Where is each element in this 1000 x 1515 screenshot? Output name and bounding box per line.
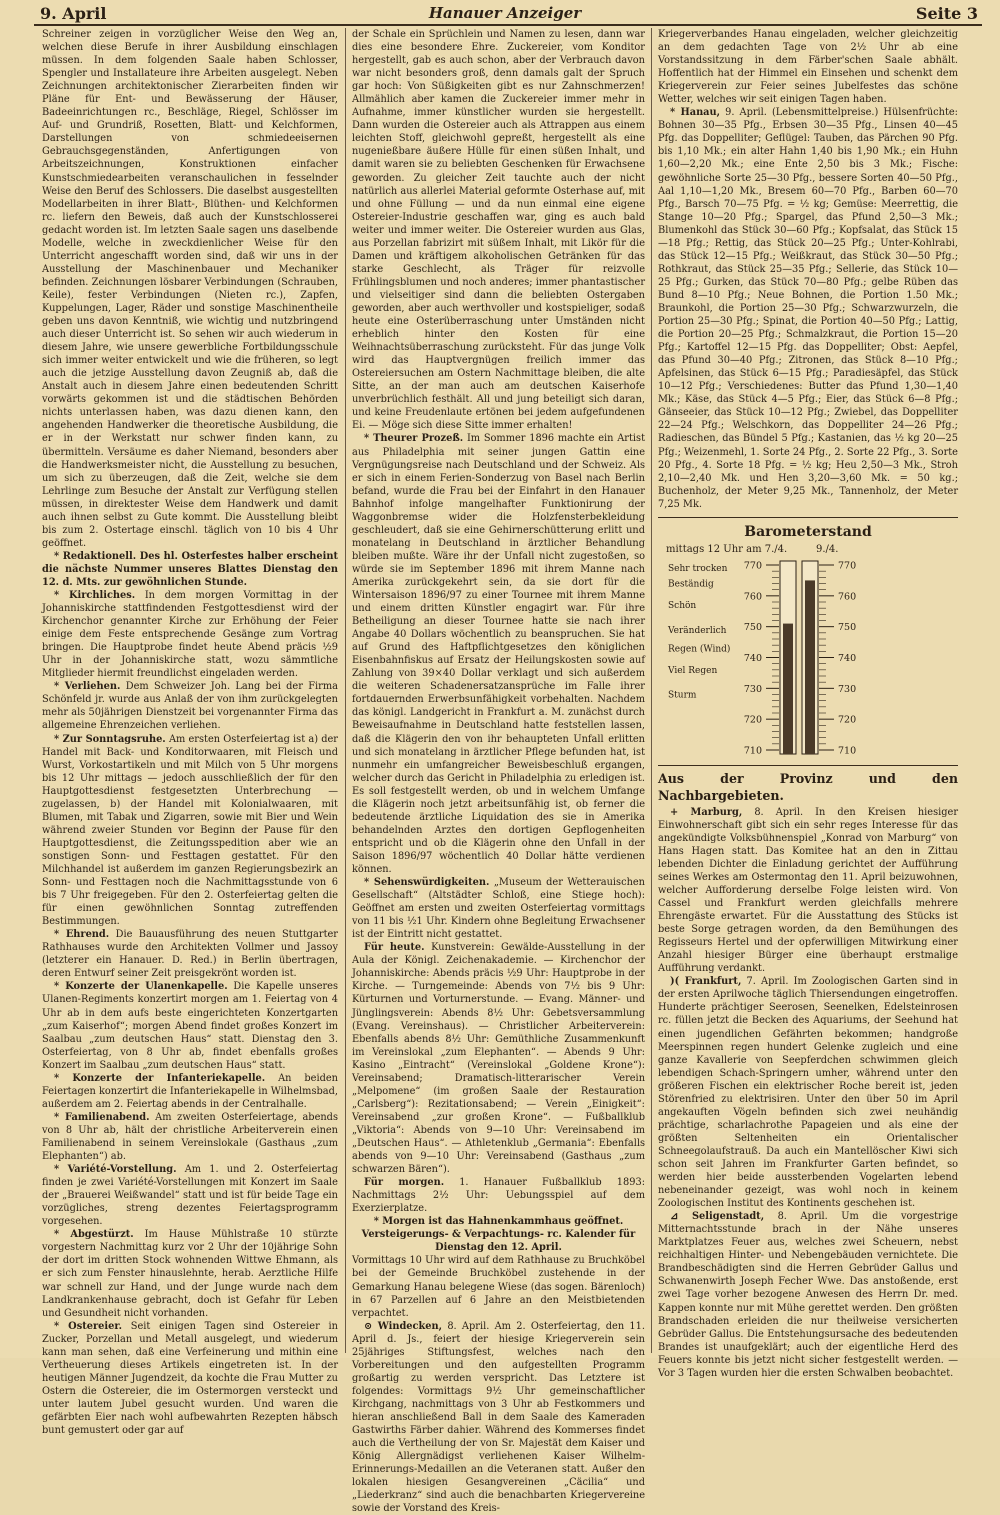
column-divider — [345, 28, 346, 1353]
article-heading: * Zur Sonntagsruhe. — [54, 733, 166, 745]
column-1 — [42, 28, 338, 1437]
article-heading: * Abgestürzt. — [54, 1229, 134, 1241]
article-paragraph — [42, 680, 338, 732]
scale-label-left: 740 — [743, 652, 762, 664]
article-paragraph — [42, 980, 338, 1071]
scale-label-right: 750 — [838, 621, 857, 633]
article-text: In dem morgen Vormittag in der Johanniskirche stattfindenden Festgottesdienst wird der Kirchenchor genannter Kirche zur Erhöhung der Feier einige dem Feste entsprechende Gesänge zum Vortrag bringen. Die Hauptprobe findet heute Abend präcis ½9 Uhr in der Johanniskirche statt, wozu sämmtliche Mitglieder hiermit freundlichst eingeladen werden. — [42, 590, 338, 680]
article-heading: * Variété-Vorstellung. — [54, 1164, 177, 1176]
article-text: Vormittags 10 Uhr wird auf dem Rathhause zu Bruchköbel bei der Gemeinde Bruchköbel zustehende in der Gemarkung Hanau belegene Wiese (das sogen. Bärenloch) in 67 Parzellen auf 6 Jahre an den Meistbietenden verpachtet. — [352, 1255, 645, 1319]
article-text: der Schale ein Sprüchlein und Namen zu lesen, dann war dies eine besondere Ehre. Zuckereier, vom Konditor hergestellt, gab es auch schon, aber der Verbrauch davon war nicht besonders groß, denn damals galt der Spruch gar hoch: Von Süßigkeiten gibt es nur Zahnschmerzen! Allmählich aber kamen die Zuckereier immer mehr in Aufnahme, immer künstlicher wurden sie hergestellt. Dann wurden die Ostereier auch als Attrappen aus einem leichten Stoff, gleichwohl gepreßt, hergestellt als eine nugenießbare äußere Hülle für einen süßen Inhalt, und damit waren sie zu beliebten Geschenken für Erwachsene geworden. Zu gleicher Zeit tauchte auch der nicht natürlich aus allerlei Material geformte Osterhase auf, mit und ohne Füllung — und da nun einmal eine eigene Ostereier-Industrie geschaffen war, ging es auch bald weiter und immer weiter. Die Ostereier wurden aus Glas, aus Porzellan fabrizirt mit süßem Inhalt, mit Likör für die Damen und kräftigem alkoholischen Getränken für das starke Geschlecht, als Träger für reizvolle Frühlingsblumen und noch anderes; immer phantastischer und vielseitiger sind dann die beliebten Ostergaben geworden, aber auch werthvoller und kostspieliger, sodaß heute eine Osterüberraschung unter Umständen nicht erheblich hinter den Kosten für eine Weihnachtsüberraschung zurücksteht. Für das junge Volk wird das Hauptvergnügen freilich immer das Ostereiersuchen am Ostern Nachmittage bleiben, die alte Sitte, an der man auch am deutschen Kaiserhofe unverbrüchlich festhält. All und jung beteiligt sich daran, und keine Freudenlaute ertönen bei jedem aufgefundenen Ei. — Möge sich diese Sitte immer erhalten! — [352, 29, 645, 432]
article-paragraph — [42, 1320, 338, 1437]
mercury-9-4 — [805, 580, 815, 754]
page-number: Seite 3 — [915, 4, 978, 23]
article-text: Im Sommer 1896 machte ein Artist aus Philadelphia mit seiner jungen Gattin eine Vergnügungsreise nach Deutschland und der Schweiz. Als er sich in einem Ferien-Sonderzug von Basel nach Berlin befand, wurde die Frau bei der Einfahrt in den Hanauer Bahnhof infolge mangelhafter Funktionirung der Waggonbremse wider die Holzfensterbekleidung geschleudert, daß sie eine Gehirnerschütterung erlitt und monatelang in Deutschland in ärztlicher Behandlung bleiben mußte. Wäre ihr der Unfall nicht zugestoßen, so würde sie im September 1896 mit ihrem Manne nach Amerika zurückgekehrt sein, da sie dort für die Wintersaison 1896/97 zu einer Tournee mit ihrem Manne und einem dritten Künstler engagirt war. Für ihre Betheiligung an dieser Tournee hatte sie nach ihrer Angabe 40 Dollars wöchentlich zu beanspruchen. Sie hat auf Grund des Haftpflichtgesetzes den königlichen Eisenbahnfiskus auf Ersatz der Heilungskosten sowie auf Zahlung von 39×40 Dollar verklagt und sich außerdem die weiteren Schadenersatzansprüche im Falle ihrer fortdauernden Erwerbsunfähigkeit vorbehalten. Nachdem das königl. Landgericht in Frankfurt a. M. zunächst durch Beweisaufnahme in Deutschland hatte feststellen lassen, daß die Klägerin den von ihr behaupteten Unfall erlitten und sich monatelang in ärztlicher Pflege befunden hat, ist nunmehr ein umfangreicher Beweisbeschluß ergangen, welcher durch das Gericht in Philadelphia zu erledigen ist. Es soll festgestellt werden, ob und in welchem Umfange die Klägerin noch jetzt arbeitsunfähig ist, ob ferner die bedeutende ärztliche Liquidation des sie in Amerika behandelnden Arztes den dortigen Gepflogenheiten entspricht und ob die Klägerin ohne den Unfall in der Saison 1896/97 wöchentlich 40 Dollar hätte verdienen können. — [352, 433, 646, 875]
article-paragraph — [352, 28, 645, 432]
article-heading: * Verliehen. — [54, 681, 121, 693]
article-text: Die Bauausführung des neuen Stuttgarter Rathhauses wurde den Architekten Vollmer und Jassoy (letzterer ein Hanauer. D. Red.) in Berlin übertragen, deren Entwurf seiner Zeit preisgekrönt worden ist. — [42, 929, 338, 980]
masthead: Hanauer Anzeiger — [428, 4, 582, 22]
column-divider — [651, 28, 652, 1353]
article-paragraph — [42, 1228, 338, 1319]
article-text: Am 1. und 2. Osterfeiertag finden je zwei Variété-Vorstellungen mit Konzert im Saale der „Brauerei Weißwandel“ statt und ist für beide Tage ein vorzügliches, streng dezentes Feiertagsprogramm vorgesehen. — [42, 1164, 338, 1228]
article-text: 8. April. Um die vorgestrige Mitternachtsstunde brach in der Nähe unseres Marktplatzes Feuer aus, welches zwei Scheuern, nebst reichhaltigen Hinter- und Nebengebäuden vernichtete. Die Brandbeschädigten sind die Herren Gebrüder Gallus und Schwanenwirth Joseph Fecher Wwe. Das anstoßende, erst zwei Tage vorher bezogene Anwesen des Herrn Dr. med. Kappen konnte nur mit Mühe gerettet werden. Den größten Brandschaden erleiden die nur theilweise versicherten Gebrüder Gallus. Die Entstehungsursache des bedeutenden Brandes ist unaufgeklärt; auch der eigentliche Herd des Feuers konnte bis jetzt nicht sicher festgestellt werden. — Vor 3 Tagen wurden hier die ersten Schwalben beobachtet. — [658, 1211, 958, 1379]
article-text: Am zweiten Osterfeiertage, abends von 8 Uhr ab, hält der christliche Arbeiterverein einen Familienabend in seinem Vereinslokale (Gasthaus „zum Elephanten“) ab. — [42, 1111, 338, 1163]
article-text: Schreiner zeigen in vorzüglicher Weise den Weg an, welchen diese Berufe in ihrer Ausbildung einschlagen müssen. In dem folgenden Saale haben Schlosser, Spengler und Installateure ihre Arbeiten ausgelegt. Neben Zeichnungen architektonischer Zierarbeiten finden wir Pläne für Ent- und Bewässerung der Häuser, Badeeinrichtungen rc., Beschläge, Riegel, Schlösser im Auf- und Grundriß, Rosetten, Blatt- und Kelchformen, Darstellungen von schmiedeeisernen Gebrauchsgegenständen, Anfertigungen von Arbeitszeichnungen, Konstruktionen einfacher Kunstschmiedearbeiten veranschaulichen in fesselnder Weise den Beruf des Schlossers. Die daselbst ausgestellten Modellarbeiten in ihrer Blatt-, Blüthen- und Kelchformen rc. liefern den Beweis, daß auch der Kunstschlosserei gedacht worden ist. Im letzten Saale sagen uns daselbende Modelle, welche in zweckdienlicher Weise für den Unterricht angeschafft worden sind, daß wir uns in der Ausstellung der Maschinenbauer und Mechaniker befinden. Zeichnungen lösbarer Verbindungen (Schrauben, Keile), fester Verbindungen (Nieten rc.), Zapfen, Kuppelungen, Lager, Räder und sonstige Maschinentheile geben uns davon Kenntniß, wie wichtig und nutzbringend auch dieser Unterricht ist. So sehen wir auch wiederum in diesem Jahre, wie unsere gewerbliche Fortbildungsschule sich immer weiter entwickelt und wie die früheren, so legt auch die jetzige Ausstellung davon Zeugniß ab, daß die Anstalt auch in diesem Jahre einen bedeutenden Schritt vorwärts gekommen ist und die städtischen Behörden nichts unterlassen haben, was dazu dienen kann, den angehenden Handwerker die theoretische Ausbildung, die er in der Werkstatt nur schwer finden kann, zu übermitteln. Versäume es daher Niemand, besonders aber die Handwerksmeister nicht, die Ausstellung zu besuchen, um sich zu überzeugen, daß die Zeit, welche sie dem Lehrlinge zum Besuche der Anstalt zur Verfügung stellen müssen, in direktester Weise dem Handwerk und damit auch ihnen selbst zu Gute kommt. Die Ausstellung bleibt bis zum 2. Ostertage einschl. täglich von 10 bis 4 Uhr geöffnet. — [42, 29, 338, 549]
article-text: Seit einigen Tagen sind Ostereier in Zucker, Porzellan und Metall ausgelegt, und wiederum kann man sehen, daß eine Verfeinerung und mithin eine Vertheuerung dieses Artikels eingetreten ist. In der heutigen Männer Jugendzeit, da kochte die Frau Mutter zu Ostern die Ostereier, die im Ostermorgen versteckt und unter lautem Jubel gesucht wurden. Und waren die gefärbten Eier nach wohl aufbewahrten Rezepten häbsch bunt gemustert oder gar auf — [42, 1320, 338, 1437]
article-heading: )( Frankfurt, — [670, 976, 742, 988]
header-rule — [34, 24, 982, 26]
article-paragraph — [42, 928, 338, 980]
column-2 — [352, 28, 646, 1515]
scale-label-left: 770 — [743, 560, 762, 572]
weather-label: Veränderlich — [668, 625, 727, 636]
article-paragraph — [658, 1210, 958, 1380]
barometer-date-right: 9./4. — [816, 543, 839, 555]
article-text: Am ersten Osterfeiertag ist a) der Handel mit Back- und Konditorwaaren, mit Fleisch und Wurst, Vorkostartikeln und mit Milch von 5 Uhr morgens bis 12 Uhr mittags — jedoch ausschließlich der für den Hauptgottesdienst festgesetzten Unterbrechung — zugelassen, b) der Handel mit Kolonialwaaren, mit Blumen, mit Tabak und Zigarren, sowie mit Bier und Wein während zweier Stunden vor Beginn der Pause für den Hauptgottesdienst, die Zeitungsspedition aber wie an sonstigen Sonn- und Festtagen gestattet. Für den Milchhandel ist außerdem im ganzen Regierungsbezirk an Sonn- und Festtagen noch die Nachmittagsstunde von 6 bis 7 Uhr freigegeben. Für den 2. Osterfeiertag gelten die für einen gewöhnlichen Sonntag zutreffenden Bestimmungen. — [42, 733, 338, 928]
article-text: Kunstverein: Gewälde-Ausstellung in der Aula der Königl. Zeichenakademie. — Kirchenchor der Johanniskirche: Abends präcis ½9 Uhr: Hauptprobe in der Kirche. — Turngemeinde: Abends von 7½ bis 9 Uhr: Kürturnen und Vorturnerstunde. — Evang. Männer- und Jünglingsverein: Abends 8½ Uhr: Gebetsversammlung (Evang. Vereinshaus). — Christlicher Arbeiterverein: Ebenfalls abends 8½ Uhr: Gemüthliche Zusammenkunft im Vereinslokal „zum Elephanten“. — Abends 9 Uhr: Kasino „Eintracht“ (Vereinslokal „Goldene Krone“): Vereinsabend; Dramatisch-litterarischer Verein „Melpomene“ (im großen Saale der Restauration „Carlsberg“): Rezitationsabend; — Verein „Einigkeit“: Vereinsabend „zur großen Krone“. — Fußballklub „Viktoria“: Abends von 9—10 Uhr: Vereinsabend im „Deutschen Haus“. — Athletenklub „Germania“: Ebenfalls abends von 9—10 Uhr: Vereinsabend (Gasthaus „zum schwarzen Bären“). — [352, 942, 645, 1176]
weather-label: Schön — [668, 600, 697, 611]
weather-label: Sturm — [668, 690, 697, 701]
article-text: 9. April. (Lebensmittelpreise.) Hülsenfrüchte: Bohnen 30—35 Pfg., Erbsen 30—35 Pfg., Linsen 40—45 Pfg. das Doppelliter; Geflügel: Tauben, das Pärchen 90 Pfg. bis 1,10 Mk.; ein alter Hahn 1,40 bis 1,90 Mk.; ein Huhn 1,60—2,20 Mk.; eine Ente 2,50 bis 3 Mk.; Fische: gewöhnliche Sorte 25—30 Pfg., bessere Sorten 40—50 Pfg., Aal 1,10—1,20 Mk., Bresem 60—70 Pfg., Barben 60—70 Pfg., Barsch 70—75 Pfg. = ½ kg; Gemüse: Meerrettig, die Stange 10—20 Pfg.; Spargel, das Pfund 2,50—3 Mk.; Blumenkohl das Stück 30—60 Pfg.; Kopfsalat, das Stück 15—18 Pfg.; Rettig, das Stück 20—25 Pfg.; Unter-Kohlrabi, das Stück 12—15 Pfg.; Weißkraut, das Stück 30—50 Pfg.; Rothkraut, das Stück 25—35 Pfg.; Sellerie, das Stück 10—25 Pfg.; Gurken, das Stück 70—80 Pfg.; gelbe Rüben das Bund 8—10 Pfg.; Neue Bohnen, die Portion 1.50 Mk.; Braunkohl, die Portion 25—30 Pfg.; Schwarzwurzeln, die Portion 25—30 Pfg.; Spinat, die Portion 40—50 Pfg.; Lattig, die Portion 20—25 Pfg.; Schmalzkraut, die Portion 15—20 Pfg.; Kartoffel 12—15 Pfg. das Doppelliter; Obst: Aepfel, das Pfund 30—40 Pfg.; Zitronen, das Stück 8—10 Pfg.; Apfelsinen, das Stück 6—15 Pfg.; Paradiesäpfel, das Stück 10—12 Pfg.; Verschiedenes: Butter das Pfund 1,30—1,40 Mk.; Käse, das Stück 4—5 Pfg.; Eier, das Stück 6—8 Pfg.; Gänseeier, das Stück 10—12 Pfg.; Zwiebel, das Doppelliter 22—24 Pfg.; Welschkorn, das Doppelliter 24—26 Pfg.; Radieschen, das Bündel 5 Pfg.; Kastanien, das ½ kg 20—25 Pfg.; Weizenmehl, 1. Sorte 24 Pfg., 2. Sorte 22 Pfg., 3. Sorte 20 Pfg., 4. Sorte 18 Pfg. = ½ kg; Heu 2,50—3 Mk., Stroh 2,10—2,40 Mk. und Hen 3,20—3,60 Mk. = 50 kg.; Buchenholz, der Meter 9,25 Mk., Tannenholz, der Meter 7,25 Mk. — [658, 107, 958, 510]
article-paragraph — [658, 975, 958, 1210]
article-paragraph — [42, 28, 338, 550]
scale-label-left: 760 — [743, 591, 762, 603]
scale-label-right: 710 — [838, 745, 857, 757]
article-paragraph — [352, 876, 645, 941]
barometer-box — [658, 517, 958, 766]
article-heading: * Konzerte der Ulanenkapelle. — [54, 981, 228, 993]
article-paragraph — [658, 806, 958, 976]
centered-heading: * Morgen ist das Hahnenkammhaus geöffnet. — [373, 1216, 624, 1228]
weather-label: Beständig — [668, 579, 714, 590]
page-header — [0, 0, 1000, 24]
article-paragraph — [352, 941, 645, 1176]
scale-label-left: 730 — [743, 683, 762, 695]
scale-label-right: 720 — [838, 714, 857, 726]
scale-label-left: 750 — [743, 621, 762, 633]
barometer-title: Barometerstand — [744, 523, 872, 540]
scale-label-left: 710 — [743, 745, 762, 757]
weather-label: Regen (Wind) — [668, 643, 731, 654]
article-heading: * Theurer Prozeß. — [364, 433, 464, 445]
barometer-chart — [658, 518, 958, 765]
weather-label: Sehr trocken — [668, 563, 728, 574]
article-paragraph — [352, 1320, 645, 1515]
article-heading: * Kirchliches. — [54, 590, 136, 602]
article-paragraph — [352, 1176, 645, 1215]
article-paragraph — [42, 733, 338, 929]
article-heading: ⊙ Windecken, — [364, 1320, 443, 1332]
scale-label-right: 740 — [838, 652, 857, 664]
section-heading: Aus der Provinz und den Nachbargebieten. — [658, 770, 958, 803]
article-heading: ⊿ Seligenstadt, — [670, 1211, 765, 1223]
scale-label-right: 730 — [838, 683, 857, 695]
article-paragraph — [42, 1163, 338, 1228]
editorial-notice: * Redaktionell. Des hl. Osterfestes halber erscheint die nächste Nummer unseres Blattes Dienstag den 12. d. Mts. zur gewöhnlichen Stunde. — [42, 550, 338, 588]
article-text: 8. April. Am 2. Osterfeiertag, den 11. April d. Js., feiert der hiesige Kriegerverein sein 25jähriges Stiftungsfest, welches nach den Vorbereitungen und den aufgestellten Programm großartig zu werden verspricht. Das Letztere ist folgendes: Vormittags 9½ Uhr gemeinschaftlicher Kirchgang, nachmittags von 3 Uhr ab Festkommers und hieran anschließend Ball in dem Saale des Kameraden Gastwirths Färber dahier. Während des Kommerses findet auch die Vertheilung der von Sr. Majestät dem Kaiser und König Allergnädigst verliehenen Kaiser Wilhelm-Erinnerungs-Medaillen an die Veteranen statt. Außer den lokalen hiesigen Gesangvereinen „Cäcilia“ und „Liederkranz“ sind auch die benachbarten Kriegervereine sowie der Vorstand des Kreis- — [352, 1320, 645, 1515]
scale-label-right: 770 — [838, 560, 857, 572]
article-paragraph — [352, 1254, 645, 1319]
article-paragraph — [42, 589, 338, 680]
scale-label-right: 760 — [838, 591, 857, 603]
article-text: Kriegerverbandes Hanau eingeladen, welcher gleichzeitig an dem gedachten Tage von 2½ Uhr ab eine Vorstandssitzung in dem Färber'schen Saale abhält. Hoffentlich hat der Himmel ein Einsehen und schenkt dem Kriegerverein zur Feier seines Jubelfestes das schöne Wetter, welches wir seit einigen Tagen haben. — [658, 29, 958, 106]
article-heading: * Hanau, — [670, 107, 721, 119]
article-heading: * Familienabend. — [54, 1111, 150, 1123]
article-paragraph — [352, 432, 645, 876]
article-text: 7. April. Im Zoologischen Garten sind in der ersten Aprilwoche täglich Thiersendungen eingetroffen. Hunderte prächtiger Seerosen, Seenelken, Edelsteinrosen rc. füllen jetzt die Becken des Aquariums, der Seehund hat einen jugendlichen Gefährten bekommen; handgroße Meerspinnen regen hundert Gelenke zugleich und eine ganze Kavallerie von Seepferdchen schwimmen gleich lebendigen Schach-Springern umher, während unter den größeren Fischen ein elektrischer Roche bereit ist, jeden Störenfried zu elektrisiren. Unter den über 50 im April angekauften Vögeln befinden sich zwei neuhändig prächtige, scharlachrothe Papageien und als eine der größten Seltenheiten ein Orientalischer Schneegolaufstrauß. Da auch ein Mantellöscher Kiwi sich schon seit Jahren im Frankfurter Garten befindet, so werden hier beide aussterbenden Vogelarten lebend nebeneinander gezeigt, was wohl noch in keinem Zoologischen Institut des Kontinents geschehen ist. — [658, 976, 958, 1210]
column-3 — [658, 28, 959, 1379]
article-heading: * Sehenswürdigkeiten. — [364, 877, 490, 889]
article-paragraph — [658, 106, 958, 510]
mercury-7-4 — [783, 623, 793, 753]
article-heading: * Ehrend. — [54, 929, 110, 941]
article-text: Die Kapelle unseres Ulanen-Regiments konzertirt morgen am 1. Feiertag von 4 Uhr ab in dem aufs beste eingerichteten Konzertgarten „zum Kaiserhof“; morgen Abend findet großes Konzert im Saalbau „zum deutschen Haus“ statt. Dienstag den 3. Osterfeiertag, von 8 Uhr ab, findet ebenfalls großes Konzert im Saalbau „zum deutschen Haus“ statt. — [42, 981, 338, 1071]
scale-label-left: 720 — [743, 714, 762, 726]
article-text: Dem Schweizer Joh. Lang bei der Firma Schönfeld jr. wurde aus Anlaß der von ihm zurückgelegten mehr als 50jährigen Dienstzeit bei vorgenannter Firma das allgemeine Ehrenzeichen verliehen. — [42, 681, 338, 732]
barometer-date-left: mittags 12 Uhr am 7./4. — [666, 543, 788, 555]
column-3-top — [658, 28, 958, 511]
article-heading: * Konzerte der Infanteriekapelle. — [54, 1072, 266, 1084]
article-paragraph — [42, 1111, 338, 1163]
article-text: An beiden Feiertagen konzertirt die Infanteriekapelle in Wilhelmsbad, außerdem am 2. Feiertag abends in der Centralhalle. — [42, 1072, 338, 1110]
article-paragraph — [658, 28, 958, 106]
article-text: 1. Hanauer Fußballklub 1893: Nachmittags 2½ Uhr: Uebungsspiel auf dem Exerzierplatze. — [352, 1177, 645, 1215]
article-text: 8. April. In den Kreisen hiesiger Einwohnerschaft gibt sich ein sehr reges Interesse für das angekündigte Volksbühnenspiel „Konrad von Marburg“ von Hans Hagen statt. Das Komitee hat an den in Zittau lebenden Dichter die Einladung gerichtet der Aufführung seines Werkes am Ostermontag den 11. April beizuwohnen, welcher Aufforderung derselbe Folge leisten wird. Von Cassel und Frankfurt werden gleichfalls mehrere Ehrengäste erwartet. Für die Ausstattung des Stücks ist beste Sorge getragen worden, da den Bemühungen des Regisseurs Hertel und der opferwilligen Mitwirkung einer Anzahl hiesiger Bürger eine überhaupt erstmalige Aufführung verdankt. — [658, 806, 959, 975]
article-heading: * Ostereier. — [54, 1320, 123, 1332]
article-text: „Museum der Wetterauischen Gesellschaft“ (Altstädter Schloß, eine Stiege hoch): Geöffnet am ersten und zweiten Osterfeiertag vormittags von 11 bis ½1 Uhr. Kindern ohne Begleitung Erwachsener ist der Eintritt nicht gestattet. — [352, 877, 645, 941]
article-heading: + Marburg, — [670, 806, 743, 818]
column-3-bottom — [658, 770, 958, 1380]
article-text: Im Hause Mühlstraße 10 stürzte vorgestern Nachmittag kurz vor 2 Uhr der 10jährige Sohn der dort im dritten Stock wohnenden Wittwe Ehmann, als er sich zum Fenster hinauslehnte, herab. Aerztliche Hilfe war schnell zur Hand, und der Junge wurde nach dem Landkrankenhause gebracht, doch ist Gefahr für Leben und Gesundheit nicht vorhanden. — [42, 1229, 338, 1319]
article-heading: Für morgen. — [364, 1177, 445, 1189]
weather-label: Viel Regen — [668, 665, 718, 676]
article-heading: Für heute. — [364, 942, 425, 954]
centered-heading: Versteigerungs- & Verpachtungs- rc. Kalender für Dienstag den 12. April. — [361, 1229, 636, 1254]
issue-date: 9. April — [40, 4, 107, 23]
article-paragraph — [42, 1072, 338, 1111]
